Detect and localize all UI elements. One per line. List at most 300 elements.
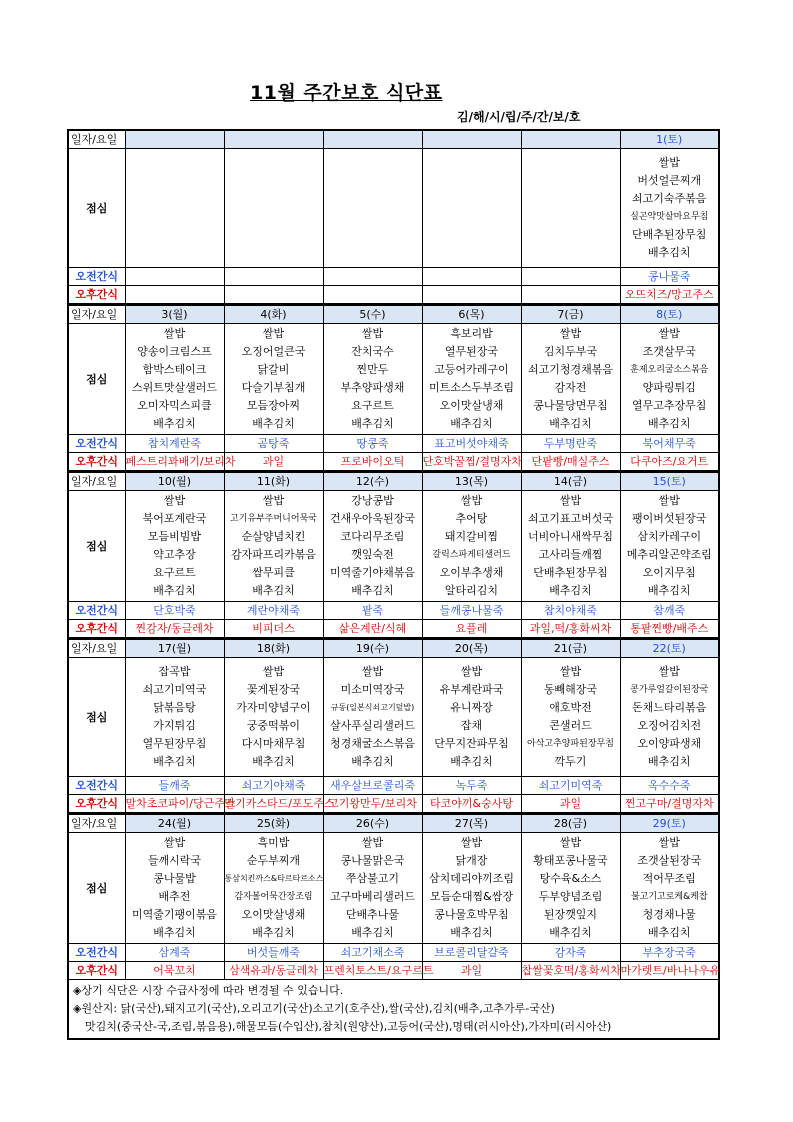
menu-item: 배추김치 [153,755,196,768]
menu-item: 배추김치 [647,584,691,597]
date-row [68,814,719,833]
menu-item: 김치두부국 [543,345,598,358]
menu-item: 쌀밥 [361,665,384,678]
menu-item: 함박스테이크 [142,363,207,376]
day-cell [521,130,620,149]
menu-item: 고등어카레구이 [434,363,509,376]
lunch-cell [422,324,521,435]
lunch-cell [125,833,224,944]
lunch-cell [125,324,224,435]
am-snack-cell [521,268,620,286]
menu-item: 조갯살된장국 [637,854,702,867]
menu-item: 쌀밥 [658,836,680,849]
menu-item: 쇠고기숙주볶음 [632,192,707,205]
day-cell [323,130,422,149]
menu-item: 오징어김치전 [637,719,702,732]
day-cell: 7(금) [521,305,620,324]
lunch-cell [323,491,422,602]
am-snack-cell: 삼계죽 [125,944,224,962]
menu-item: 오미자믹스피클 [137,399,212,412]
menu-item: 메추리알곤약조림 [626,548,712,561]
menu-item: 배추전 [158,890,191,903]
row-label-am-snack: 오전간식 [68,268,125,286]
menu-item: 미트소스두부조림 [428,381,514,394]
row-label-date: 일자/요일 [68,130,125,149]
organization-name: 김/해/시/립/주/간/보/호 [457,110,581,124]
am-snack-cell: 브로콜리달걀죽 [422,944,521,962]
day-cell: 25(화) [224,814,323,833]
day-cell: 10(월) [125,472,224,491]
menu-item: 청경채나물 [642,908,696,921]
menu-item: 황태포콩나물국 [533,854,608,867]
menu-item: 실곤약맛살마요무침 [630,212,709,222]
lunch-cell [224,149,323,268]
pm-snack-cell: 딸기카스타드/포도주스 [224,795,323,814]
am-snack-cell: 계란야채죽 [224,602,323,620]
am-snack-cell: 참깨죽 [620,602,719,620]
lunch-cell [422,658,521,777]
row-label-pm-snack: 오후간식 [68,620,125,639]
pm-snack-cell: 요플레 [422,620,521,639]
menu-item: 순두부찌개 [246,854,301,867]
menu-item: 흑미밥 [257,836,290,849]
row-label-date: 일자/요일 [68,305,125,324]
menu-item: 통삼치킨까스&타르타르소스 [224,874,324,883]
menu-item: 꽃게된장국 [246,683,301,696]
menu-item: 단무지잔파무침 [434,737,509,750]
menu-item: 쇠고기표고버섯국 [527,512,613,525]
menu-item: 콩나물호박무침 [434,908,509,921]
menu-item: 감자전 [554,381,587,394]
lunch-cell [422,833,521,944]
pm-snack-row [68,620,719,639]
menu-item: 들깨시락국 [147,854,202,867]
row-label-date: 일자/요일 [68,639,125,658]
menu-item: 양송이크림스프 [137,345,212,358]
day-cell: 13(목) [422,472,521,491]
menu-item: 배추김치 [351,926,394,939]
day-cell [224,130,323,149]
menu-item: 쌀밥 [559,327,582,340]
lunch-cell [323,833,422,944]
lunch-cell [323,658,422,777]
lunch-cell [620,149,719,268]
menu-item: 양파링튀김 [642,381,696,394]
menu-item: 미역줄기야채볶음 [329,566,415,579]
lunch-cell [521,658,620,777]
menu-item: 다시마채무침 [241,737,306,750]
menu-item: 배추김치 [549,417,592,430]
am-snack-cell: 땅콩죽 [323,435,422,453]
am-snack-row [68,602,719,620]
menu-item: 청경채굴소스볶음 [329,737,415,750]
pm-snack-cell: 삼색유과/동글레차 [224,962,323,980]
menu-item: 탕수육&소스 [539,872,602,885]
menu-item: 깻잎숙전 [351,548,394,561]
menu-item: 버섯얼큰찌개 [637,174,702,187]
menu-item: 오이양파생채 [637,737,702,750]
row-label-lunch: 점심 [68,658,125,777]
row-label-lunch: 점심 [68,324,125,435]
menu-item: 배추김치 [647,755,691,768]
pm-snack-cell: 프로바이오틱 [323,453,422,472]
row-label-am-snack: 오전간식 [68,435,125,453]
am-snack-cell: 표고버섯야채죽 [422,435,521,453]
menu-item: 닭볶음탕 [153,701,196,714]
menu-item: 불고기고로케&케찹 [630,892,708,902]
menu-item: 미역줄기팽이볶음 [131,908,217,921]
date-row [68,639,719,658]
lunch-cell [224,491,323,602]
menu-item: 배추김치 [252,755,295,768]
menu-item: 배추김치 [252,926,295,939]
menu-item: 오이지무침 [642,566,696,579]
pm-snack-row [68,795,719,814]
day-cell: 6(목) [422,305,521,324]
menu-item: 단배추나물 [345,908,400,921]
menu-item: 쇠고기미역국 [142,683,207,696]
menu-item: 잡채 [460,719,483,732]
menu-item: 쌀밥 [460,836,483,849]
row-label-pm-snack: 오후간식 [68,962,125,980]
pm-snack-cell: 찐고구마/결명자차 [620,795,719,814]
lunch-row [68,491,719,602]
lunch-cell [125,658,224,777]
row-label-lunch: 점심 [68,833,125,944]
date-row [68,130,719,149]
pm-snack-cell: 어묵꼬치 [125,962,224,980]
am-snack-cell: 녹두죽 [422,777,521,795]
menu-item: 콩나물밥 [153,872,196,885]
pm-snack-cell: 과일 [422,962,521,980]
lunch-row [68,324,719,435]
menu-item: 쌀밥 [658,156,680,169]
lunch-row [68,149,719,268]
menu-item: 콩나물맑은국 [340,854,405,867]
day-cell: 11(화) [224,472,323,491]
am-snack-cell: 단호박죽 [125,602,224,620]
row-label-am-snack: 오전간식 [68,602,125,620]
pm-snack-cell: 과일 [521,795,620,814]
day-cell: 14(금) [521,472,620,491]
menu-item: 닭개장 [455,854,488,867]
menu-item: 흑보리밥 [450,327,493,340]
menu-item: 콘샐러드 [549,719,592,732]
pm-snack-cell [224,286,323,305]
day-cell: 27(목) [422,814,521,833]
day-cell [422,130,521,149]
menu-item: 배추김치 [549,926,592,939]
menu-item: 배추김치 [647,926,691,939]
day-cell: 24(월) [125,814,224,833]
am-snack-cell: 북어채무죽 [620,435,719,453]
pm-snack-row [68,962,719,980]
pm-snack-cell: 오뜨치즈/망고주스 [620,286,719,305]
row-label-pm-snack: 오후간식 [68,286,125,305]
menu-item: 삼치카레구이 [637,530,702,543]
day-cell: 18(화) [224,639,323,658]
pm-snack-cell: 고기왕만두/보리차 [323,795,422,814]
menu-item: 쌀밥 [559,494,582,507]
menu-item: 북어포계란국 [142,512,207,525]
menu-item: 배추김치 [153,926,196,939]
menu-item: 삼치데리야끼조림 [428,872,514,885]
day-cell: 20(목) [422,639,521,658]
menu-item: 배추김치 [450,755,493,768]
menu-item: 콩나물당면무침 [533,399,608,412]
menu-item: 애호박전 [549,701,592,714]
pm-snack-cell: 찹쌀꽃호떡/홍화씨차 [521,962,620,980]
menu-item: 팽이버섯된장국 [632,512,707,525]
day-cell: 3(월) [125,305,224,324]
menu-item: 가자미양념구이 [236,701,311,714]
menu-item: 알타리김치 [444,584,499,597]
menu-item: 갈릭스파게티샐러드 [432,550,511,560]
menu-item: 적어무조림 [642,872,696,885]
day-cell [125,130,224,149]
am-snack-cell: 들깨죽 [125,777,224,795]
day-cell: 12(수) [323,472,422,491]
row-label-date: 일자/요일 [68,814,125,833]
lunch-cell [620,491,719,602]
menu-item: 쌀밥 [658,665,680,678]
menu-item: 단배추된장무침 [533,566,608,579]
menu-item: 쌀밥 [262,665,285,678]
menu-item: 쌀밥 [262,327,285,340]
menu-item: 규동(일본식쇠고기덮밥) [330,703,415,712]
menu-item: 감자파프리카볶음 [230,548,316,561]
menu-item: 열무고추장무침 [632,399,707,412]
am-snack-cell: 팥죽 [323,602,422,620]
menu-item: 조갯살무국 [642,345,696,358]
menu-item: 요구르트 [351,399,394,412]
day-cell: 17(월) [125,639,224,658]
pm-snack-cell: 비피더스 [224,620,323,639]
lunch-row [68,658,719,777]
am-snack-cell: 새우살브로콜리죽 [323,777,422,795]
am-snack-row [68,777,719,795]
menu-item: 닭갈비 [257,363,290,376]
row-label-date: 일자/요일 [68,472,125,491]
am-snack-cell [323,268,422,286]
note-line: ◈상기 식단은 시장 수급사정에 따라 변경될 수 있습니다. [73,984,344,997]
menu-item: 스위트맛살샐러드 [131,381,217,394]
am-snack-cell: 쇠고기채소죽 [323,944,422,962]
day-cell: 19(수) [323,639,422,658]
pm-snack-cell [422,286,521,305]
pm-snack-cell: 과일 [224,453,323,472]
menu-item: 쌀밥 [460,494,483,507]
day-cell: 4(화) [224,305,323,324]
lunch-cell [521,833,620,944]
pm-snack-cell: 과일,떡/홍화씨차 [521,620,620,639]
menu-item: 추어탕 [455,512,488,525]
menu-item: 배추김치 [647,417,691,430]
pm-snack-cell: 찐감자/동글레차 [125,620,224,639]
am-snack-cell: 부추장국죽 [620,944,719,962]
menu-item: 약고추장 [153,548,196,561]
menu-item: 배추김치 [153,584,196,597]
pm-snack-cell: 프렌치토스트/요구르트 [323,962,422,980]
lunch-cell [620,324,719,435]
menu-item: 쌀밥 [658,327,680,340]
row-label-am-snack: 오전간식 [68,944,125,962]
date-row [68,472,719,491]
menu-item: 콩가루얼갈이된장국 [630,685,709,695]
row-label-pm-snack: 오후간식 [68,453,125,472]
day-cell: 5(수) [323,305,422,324]
menu-item: 건새우아욱된장국 [329,512,415,525]
menu-item: 배추김치 [252,584,295,597]
menu-item: 강낭콩밥 [351,494,394,507]
row-label-lunch: 점심 [68,149,125,268]
lunch-cell [521,149,620,268]
menu-item: 배추김치 [647,246,691,259]
row-label-am-snack: 오전간식 [68,777,125,795]
lunch-cell [224,833,323,944]
lunch-row [68,833,719,944]
menu-item: 돼지갈비찜 [444,530,499,543]
am-snack-row [68,944,719,962]
am-snack-cell [422,268,521,286]
menu-item: 열무된장무침 [142,737,207,750]
lunch-cell [521,491,620,602]
pm-snack-cell: 단호박꿀찜/결명자차 [422,453,521,472]
menu-item: 쇠고기청경채볶음 [527,363,613,376]
menu-item: 감자볼어묵간장조림 [234,892,313,902]
pm-snack-cell [521,286,620,305]
menu-item: 돈채느타리볶음 [632,701,707,714]
day-cell: 29(토) [620,814,719,833]
pm-snack-cell: 통팥찐빵/배주스 [620,620,719,639]
date-row [68,305,719,324]
menu-item: 쌈무피클 [252,566,295,579]
day-cell: 21(금) [521,639,620,658]
menu-item: 오징어얼큰국 [241,345,306,358]
lunch-cell [224,658,323,777]
menu-item: 순살양념치킨 [241,530,306,543]
am-snack-row [68,268,719,286]
day-cell: 22(토) [620,639,719,658]
am-snack-cell [224,268,323,286]
menu-item: 고기유부주머니어묵국 [230,514,317,524]
menu-item: 쌀밥 [262,494,285,507]
menu-item: 아삭고추양파된장무침 [527,739,614,749]
menu-item: 쌀밥 [163,494,186,507]
lunch-cell [224,324,323,435]
menu-item: 배추김치 [549,584,592,597]
menu-item: 쌀밥 [361,327,384,340]
menu-item: 된장깻잎지 [543,908,598,921]
menu-item: 궁중떡볶이 [246,719,301,732]
am-snack-cell: 들깨콩나물죽 [422,602,521,620]
menu-item: 깍두기 [554,755,587,768]
pm-snack-cell: 타코야끼&숭사탕 [422,795,521,814]
am-snack-cell: 참치야채죽 [521,602,620,620]
menu-item: 쌀밥 [163,836,186,849]
menu-item: 배추김치 [153,417,196,430]
day-cell: 1(토) [620,130,719,149]
menu-item: 고구마베리샐러드 [329,890,415,903]
menu-item: 유니짜장 [450,701,493,714]
am-snack-cell: 쇠고기야채죽 [224,777,323,795]
lunch-cell [125,149,224,268]
menu-item: 잔치국수 [351,345,394,358]
menu-item: 요구르트 [153,566,196,579]
menu-item: 배추김치 [351,417,394,430]
am-snack-cell [125,268,224,286]
note-line: 맛김치(중국산-국,조림,볶음용),해물모듬(수입산),참치(원양산),고등어(국산),명태(러시아산),가자미(러시아산) [85,1020,612,1033]
menu-item: 고사리들깨찜 [538,548,603,561]
menu-item: 코다리무조림 [340,530,405,543]
menu-item: 배추김치 [450,926,493,939]
pm-snack-cell: 마가렛트/바나나우유 [620,962,719,980]
pm-snack-cell: 말차초코파이/당근주스 [125,795,224,814]
lunch-cell [620,833,719,944]
page-title: 11월 주간보호 식단표 [250,82,443,104]
menu-item: 쌀밥 [559,665,582,678]
pm-snack-cell: 삶은계란/식혜 [323,620,422,639]
menu-item: 오이맛살냉채 [439,399,504,412]
lunch-cell [323,149,422,268]
am-snack-cell: 두부명란죽 [521,435,620,453]
menu-item: 가지튀김 [153,719,196,732]
am-snack-row [68,435,719,453]
lunch-cell [125,491,224,602]
menu-item: 미소미역장국 [340,683,405,696]
menu-item: 부추양파생채 [340,381,405,394]
menu-item: 훈제오리굴소스볶음 [630,365,709,375]
pm-snack-cell [125,286,224,305]
pm-snack-cell: 다쿠아즈/요거트 [620,453,719,472]
notes [68,980,719,1040]
menu-item: 쌀밥 [559,836,582,849]
note-line: ◈원산지: 닭(국산),돼지고기(국산),오리고기(국산)소고기(호주산),쌀(국산),김치(배추,고추가루-국산) [73,1002,555,1015]
menu-item: 열무된장국 [444,345,499,358]
menu-item: 모듬순대찜&쌈장 [430,890,513,903]
menu-item: 다슬기부침개 [241,381,306,394]
menu-item: 쌀밥 [361,836,384,849]
menu-item: 오이부추생채 [439,566,504,579]
menu-item: 동빼해장국 [543,683,598,696]
menu-item: 쌀밥 [460,665,483,678]
lunch-cell [620,658,719,777]
lunch-cell [422,491,521,602]
menu-item: 유부계란파국 [439,683,504,696]
menu-item: 모듬장아찌 [246,399,301,412]
pm-snack-row [68,453,719,472]
menu-item: 쭈삼불고기 [345,872,400,885]
day-cell: 26(수) [323,814,422,833]
am-snack-cell: 쇠고기미역죽 [521,777,620,795]
row-label-pm-snack: 오후간식 [68,795,125,814]
menu-item: 모듬비빔밥 [147,530,202,543]
menu-item: 잡곡밥 [158,665,191,678]
row-label-lunch: 점심 [68,491,125,602]
am-snack-cell: 옥수수죽 [620,777,719,795]
am-snack-cell: 곰탕죽 [224,435,323,453]
day-cell: 15(토) [620,472,719,491]
menu-item: 배추김치 [450,417,493,430]
lunch-cell [422,149,521,268]
pm-snack-cell: 페스트리꽈배기/보리차 [125,453,224,472]
menu-item: 단배추된장무침 [632,228,707,241]
menu-item: 너비아니새싹무침 [527,530,613,543]
day-cell: 8(토) [620,305,719,324]
meal-plan-table [67,129,720,1040]
menu-item: 찐만두 [356,363,389,376]
lunch-cell [323,324,422,435]
